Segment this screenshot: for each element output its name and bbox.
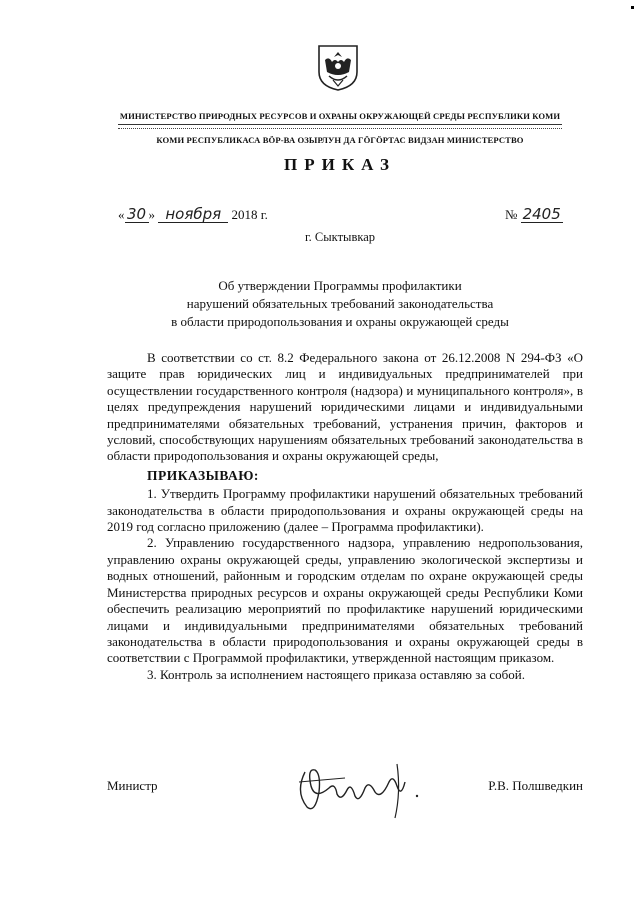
signer-role: Министр [107, 778, 158, 793]
subject-line: в области природопользования и охраны окружающей среды [171, 314, 509, 329]
corner-mark [631, 6, 634, 9]
coat-of-arms-icon [315, 42, 361, 92]
date-month: ноября [158, 207, 228, 223]
document-title: ПРИКАЗ [284, 155, 396, 174]
subject-line: Об утверждении Программы профилактики [218, 278, 462, 293]
document-date [118, 207, 268, 223]
number-prefix: № [505, 207, 518, 222]
number-value: 2405 [522, 205, 561, 223]
ministry-name-russian: МИНИСТЕРСТВО ПРИРОДНЫХ РЕСУРСОВ И ОХРАНЫ ОКРУЖАЮЩЕЙ СРЕДЫ РЕСПУБЛИКИ КОМИ [119, 111, 561, 121]
preamble-paragraph: В соответствии со ст. 8.2 Федерального закона от 26.12.2008 N 294-ФЗ «О защите прав юридических лиц и индивидуальных предпринимателей при осуществлении государственного контроля (надзора) и муниципального контроля», в целях предупреждения нарушений юридическими лицами и индивидуальными предпринимателями обязательных требований, устранения причин, факторов и условий, способствующих нарушениям обязательных требований законодательства в области природопользования и охраны окружающей среды, [107, 350, 583, 464]
order-item-2: 2. Управлению государственного надзора, управлению недропользования, управлению охраны окружающей среды, управлению экологической экспертизы и водных отношений, районным и городским отделам по охране окружающей среды Министерства природных ресурсов и охраны окружающей среды Республики Коми обеспечить реализацию мероприятий по профилактике нарушений юридическими лицами и индивидуальными предпринимателями обязательных требований законодательства в области природопользования и охраны окружающей среды в соответствии с Программой профилактики, утвержденной настоящим приказом. [107, 535, 583, 666]
signer-name: Р.В. Полшведкин [488, 778, 583, 793]
order-item-3: 3. Контроль за исполнением настоящего приказа оставляю за собой. [147, 666, 525, 682]
date-day: 30 [125, 207, 149, 223]
order-item-1: 1. Утвердить Программу профилактики нарушений обязательных требований законодательства в области природопользования и охраны окружающей среды на 2019 год согласно приложению (далее – Программа профилактики). [107, 486, 583, 535]
document-number [505, 207, 563, 223]
header-divider [118, 124, 562, 129]
subject-line: нарушений обязательных требований законодательства [186, 296, 494, 311]
date-open-quote: « [118, 207, 125, 222]
date-close-quote: » [148, 207, 155, 222]
handwritten-signature [285, 752, 435, 822]
document-city: г. Сыктывкар [304, 230, 376, 244]
ministry-name-komi: КОМИ РЕСПУБЛИКАСА ВӦР-ВА ОЗЫРЛУН ДА ГӦГӦРТАС ВИДЗАН МИНИСТЕРСТВО [156, 135, 524, 145]
date-year: 2018 г. [231, 207, 268, 222]
document-subject [80, 277, 600, 331]
order-heading: ПРИКАЗЫВАЮ: [147, 467, 259, 483]
document-body [107, 350, 583, 683]
